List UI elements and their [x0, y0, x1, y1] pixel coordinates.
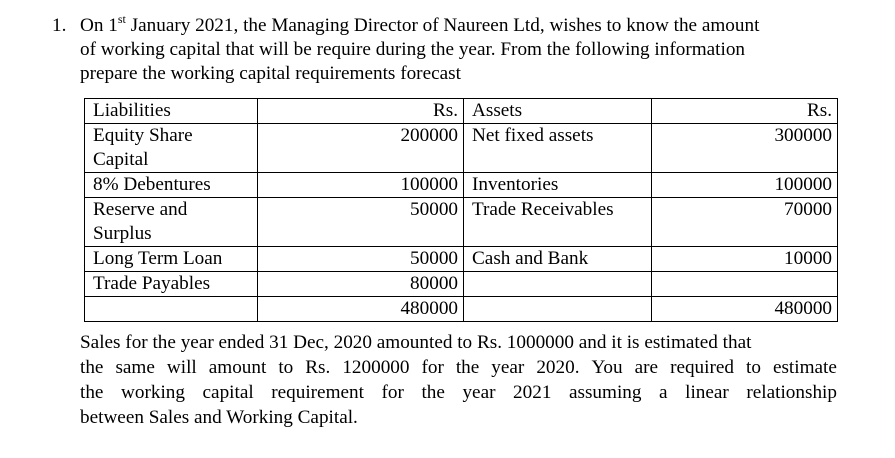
asset-name: Net fixed assets [464, 124, 652, 173]
liability-amount: 50000 [258, 247, 464, 272]
question-line-2: of working capital that will be require during the year. From the following information [80, 39, 746, 60]
table-total-row [85, 297, 838, 322]
question-number: 1. [52, 15, 67, 36]
liability-amount: 50000 [258, 198, 464, 247]
header-rs-liabilities: Rs. [258, 99, 464, 124]
total-asset-label-cell [464, 297, 652, 322]
liability-name [85, 124, 258, 173]
asset-name: Cash and Bank [464, 247, 652, 272]
liability-amount: 200000 [258, 124, 464, 173]
asset-amount: 300000 [652, 124, 838, 173]
table-header-row [85, 99, 838, 124]
asset-amount: 70000 [652, 198, 838, 247]
asset-amount: 10000 [652, 247, 838, 272]
liability-name-line-1: Reserve and [93, 199, 188, 220]
liability-name: Trade Payables [85, 272, 258, 297]
liability-amount: 80000 [258, 272, 464, 297]
total-assets: 480000 [652, 297, 838, 322]
closing-line-1: Sales for the year ended 31 Dec, 2020 amounted to Rs. 1000000 and it is estimated that [80, 332, 752, 353]
table-row [85, 124, 838, 173]
asset-name [464, 272, 652, 297]
liability-amount: 100000 [258, 173, 464, 198]
total-label-cell [85, 297, 258, 322]
liability-name [85, 198, 258, 247]
table-row [85, 247, 838, 272]
closing-line-4: between Sales and Working Capital. [80, 407, 358, 428]
liability-name-line-1: Equity Share [93, 125, 193, 146]
liability-name: Long Term Loan [85, 247, 258, 272]
liability-name: 8% Debentures [85, 173, 258, 198]
header-rs-assets: Rs. [652, 99, 838, 124]
balance-sheet-table [84, 98, 838, 322]
table-row [85, 272, 838, 297]
closing-line-2: the same will amount to Rs. 1200000 for the year 2020. You are required to estimate [80, 357, 837, 378]
asset-name: Trade Receivables [464, 198, 652, 247]
liability-name-line-2: Surplus [93, 223, 152, 244]
total-liabilities: 480000 [258, 297, 464, 322]
ordinal-suffix: st [117, 11, 126, 26]
asset-name: Inventories [464, 173, 652, 198]
closing-line-3: the working capital requirement for the year 2021 assuming a linear relationship [80, 382, 837, 403]
question-line-1 [80, 11, 832, 38]
table-row [85, 173, 838, 198]
liability-name-line-2: Capital [93, 149, 149, 170]
question-line-1-end: January 2021, the Managing Director of Naureen Ltd, wishes to know the amount [125, 15, 760, 36]
header-liabilities: Liabilities [85, 99, 258, 124]
asset-amount: 100000 [652, 173, 838, 198]
question-text [80, 11, 832, 86]
closing-paragraph [80, 330, 837, 430]
table-row [85, 198, 838, 247]
question-line-1-start: On 1 [80, 15, 118, 36]
header-assets: Assets [464, 99, 652, 124]
asset-amount [652, 272, 838, 297]
question-line-3: prepare the working capital requirements forecast [80, 63, 461, 84]
